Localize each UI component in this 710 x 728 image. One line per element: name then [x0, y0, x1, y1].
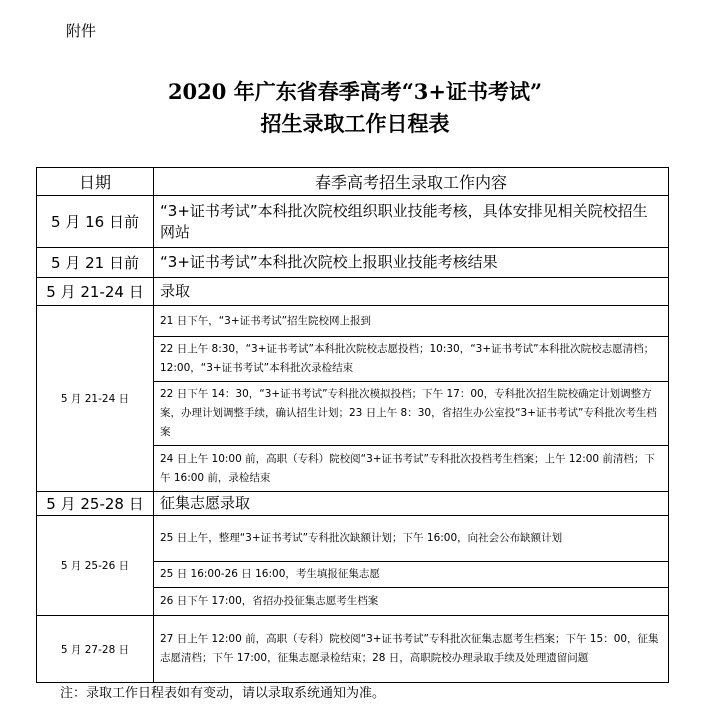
schedule-table	[36, 167, 669, 683]
date-cell: 5 月 25-28 日	[37, 492, 154, 516]
content-cell: 25 日 16:00-26 日 16:00，考生填报征集志愿	[154, 562, 669, 588]
date-cell: 5 月 25-26 日	[37, 516, 154, 616]
date-cell: 5 月 21-24 日	[37, 278, 154, 306]
section-title: 征集志愿录取	[154, 492, 669, 516]
content-cell: 24 日上午 10:00 前，高职（专科）院校阅“3+证书考试”专科批次投档考生档案；上午 12:00 前清档；下午 16:00 前，录检结束	[154, 446, 669, 492]
table-row	[37, 248, 669, 278]
table-row	[37, 196, 669, 248]
table-header-row	[37, 168, 669, 196]
content-cell: 22 日下午 14：30，“3+证书考试”专科批次模拟投档；下午 17：00，专科批次招生院校确定计划调整方案，办理计划调整手续，确认招生计划；23 日上午 8：30，省招生办公室投“3+证书考试”专科批次考生档案	[154, 382, 669, 446]
date-cell: 5 月 21-24 日	[37, 306, 154, 492]
header-date: 日期	[37, 168, 154, 196]
date-cell: 5 月 16 日前	[37, 196, 154, 248]
content-cell: “3+证书考试”本科批次院校组织职业技能考核，具体安排见相关院校招生网站	[154, 196, 669, 248]
page-subtitle: 招生录取工作日程表	[260, 111, 450, 136]
section-row	[37, 278, 669, 306]
date-cell: 5 月 21 日前	[37, 248, 154, 278]
date-cell: 5 月 27-28 日	[37, 616, 154, 683]
section-row	[37, 492, 669, 516]
header-content: 春季高考招生录取工作内容	[154, 168, 669, 196]
table-row	[37, 306, 669, 337]
content-cell: 25 日上午，整理“3+证书考试”专科批次缺额计划；下午 16:00，向社会公布缺额计划	[154, 516, 669, 562]
footnote: 注：录取工作日程表如有变动，请以录取系统通知为准。	[60, 686, 386, 701]
content-cell: 22 日上午 8:30，“3+证书考试”本科批次院校志愿投档；10:30，“3+证书考试”本科批次院校志愿清档；12:00，“3+证书考试”本科批次录检结束	[154, 337, 669, 382]
table-row	[37, 516, 669, 562]
section-title: 录取	[154, 278, 669, 306]
content-cell: 26 日下午 17:00，省招办投征集志愿考生档案	[154, 588, 669, 616]
content-cell: 21 日下午，“3+证书考试”招生院校网上报到	[154, 306, 669, 337]
content-cell: 27 日上午 12:00 前，高职（专科）院校阅“3+证书考试”专科批次征集志愿考生档案；下午 15：00，征集志愿清档；下午 17:00，征集志愿录检结束；28 日，高职院校办理录取手续及处理遗留问题	[154, 616, 669, 683]
page-title: 2020 年广东省春季高考“3+证书考试”	[167, 79, 543, 104]
attachment-label: 附件	[66, 22, 97, 40]
table-row	[37, 616, 669, 683]
content-cell: “3+证书考试”本科批次院校上报职业技能考核结果	[154, 248, 669, 278]
